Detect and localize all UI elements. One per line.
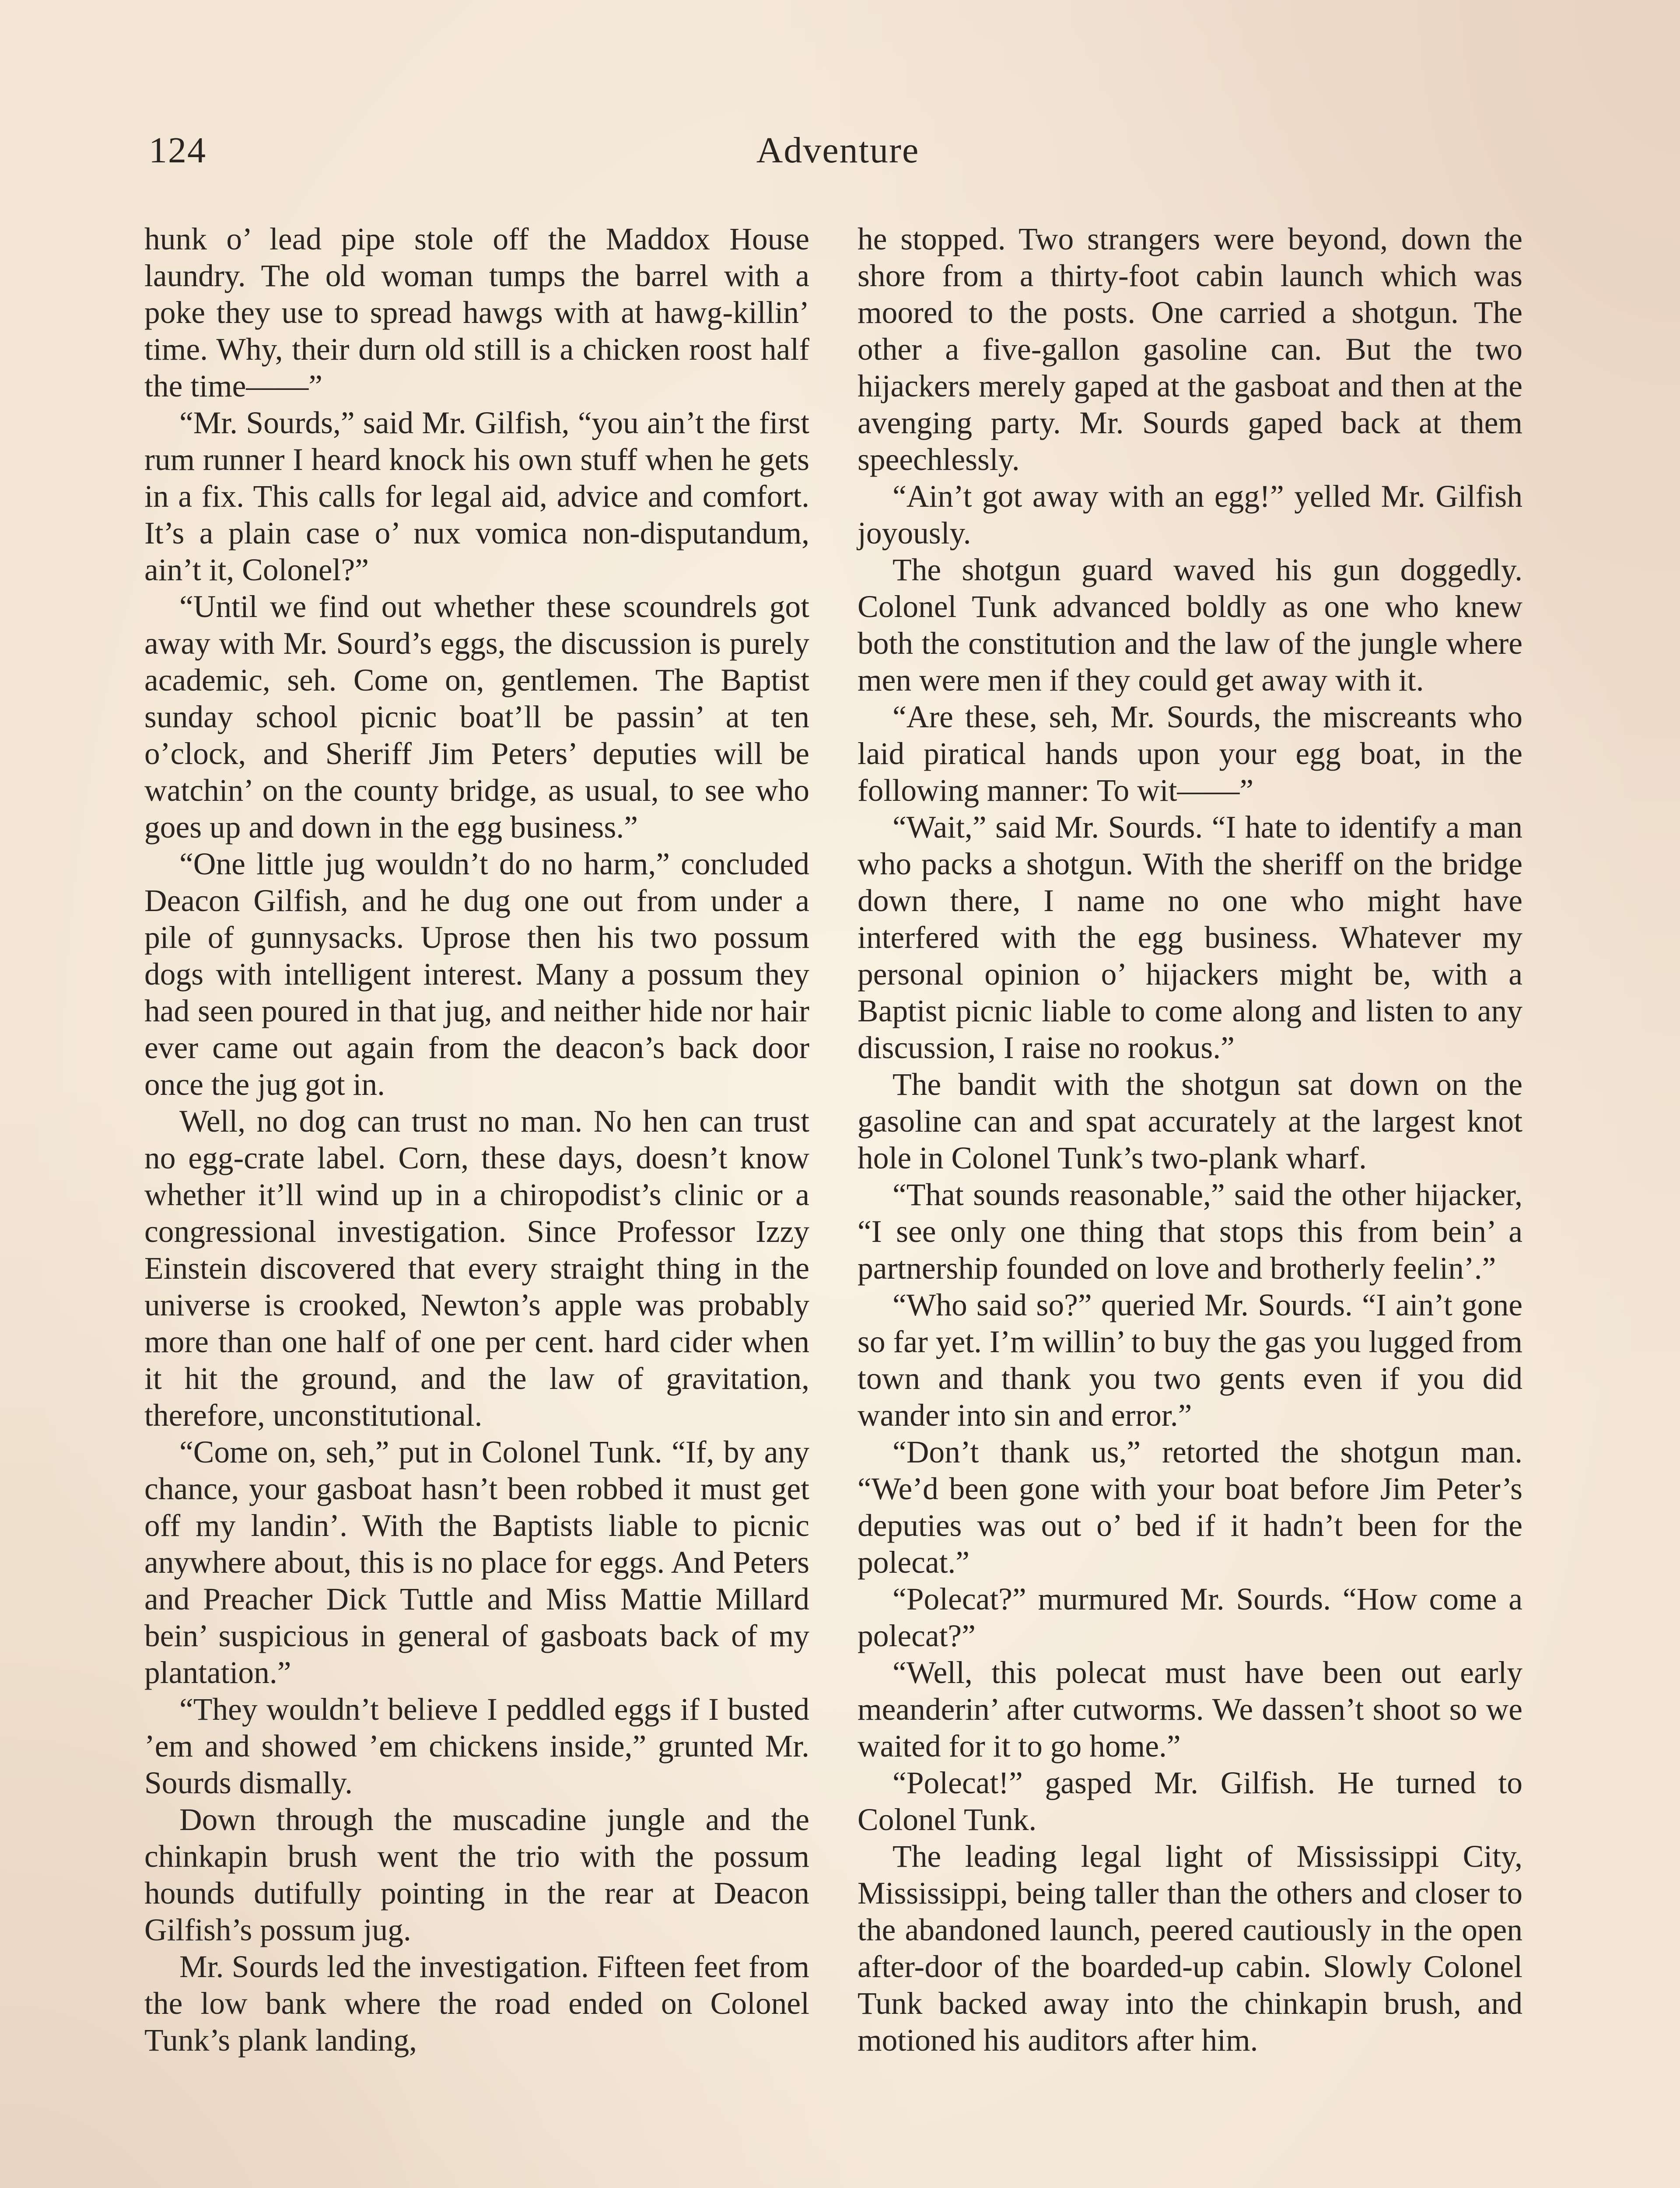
paragraph: “Wait,” said Mr. Sourds. “I hate to identify a man who packs a shotgun. With the sheriff on the bridge down there, I name no one who might have interfered with the egg business. Whatever my personal opinion o’ hijackers might be, with a Baptist picnic liable to come along and listen to any discussion, I raise no rookus.” — [858, 810, 1522, 1065]
paragraph: “Come on, seh,” put in Colonel Tunk. “If, by any chance, your gasboat hasn’t been robbed it must get off my landin’. With the Baptists liable to picnic anywhere about, this is no place for eggs. And Peters and Preacher Dick Tuttle and Miss Mattie Millard bein’ suspicious in general of gasboats back of my plantation.” — [144, 1435, 809, 1690]
paragraph: The leading legal light of Mississippi City, Mississippi, being taller than the others and closer to the abandoned launch, peered cautiously in the open after-door of the boarded-up cabin. Slowly Colonel Tunk backed away into the chinkapin brush, and motioned his auditors after him. — [858, 1839, 1522, 2058]
paragraph: The shotgun guard waved his gun doggedly. Colonel Tunk advanced boldly as one who knew both the constitution and the law of the jungle where men were men if they could get away with it. — [858, 553, 1522, 698]
paragraph: “That sounds reasonable,” said the other hijacker, “I see only one thing that stops this from bein’ a partnership founded on love and brotherly feelin’.” — [858, 1178, 1522, 1286]
paragraph: The bandit with the shotgun sat down on the gasoline can and spat accurately at the largest knot hole in Colonel Tunk’s two-plank wharf. — [858, 1067, 1522, 1175]
paragraph: hunk o’ lead pipe stole off the Maddox House laundry. The old woman tumps the barrel with a poke they use to spread hawgs with at hawg-killin’ time. Why, their durn old still is a chicken roost half the time——” — [144, 222, 809, 403]
page-number: 124 — [149, 130, 206, 171]
paragraph: “Ain’t got away with an egg!” yelled Mr. Gilfish joyously. — [858, 479, 1522, 551]
running-title: Adventure — [756, 130, 920, 171]
paragraph: Well, no dog can trust no man. No hen can trust no egg-crate label. Corn, these days, doesn’t know whether it’ll wind up in a chiropodist’s clinic or a congressional investigation. Since Professor Izzy Einstein discovered that every straight thing in the universe is crooked, Newton’s apple was probably more than one half of one per cent. hard cider when it hit the ground, and the law of gravitation, therefore, unconstitutional. — [144, 1104, 809, 1433]
paragraph: “They wouldn’t believe I peddled eggs if I busted ’em and showed ’em chickens inside,” grunted Mr. Sourds dismally. — [144, 1692, 809, 1800]
paragraph: Down through the muscadine jungle and the chinkapin brush went the trio with the possum hounds dutifully pointing in the rear at Deacon Gilfish’s possum jug. — [144, 1802, 809, 1947]
page-header — [149, 129, 1527, 186]
paragraph: he stopped. Two strangers were beyond, down the shore from a thirty-foot cabin launch which was moored to the posts. One carried a shotgun. The other a five-gallon gasoline can. But the two hijackers merely gaped at the gasboat and then at the avenging party. Mr. Sourds gaped back at them speechlessly. — [858, 222, 1522, 477]
paragraph: “Are these, seh, Mr. Sourds, the miscreants who laid piratical hands upon your egg boat, in the following manner: To wit——” — [858, 700, 1522, 808]
paragraph: “Polecat!” gasped Mr. Gilfish. He turned to Colonel Tunk. — [858, 1766, 1522, 1837]
paragraph: “Until we find out whether these scoundrels got away with Mr. Sourd’s eggs, the discussion is purely academic, seh. Come on, gentlemen. The Baptist sunday school picnic boat’ll be passin’ at ten o’clock, and Sheriff Jim Peters’ deputies will be watchin’ on the county bridge, as usual, to see who goes up and down in the egg business.” — [144, 589, 809, 845]
paragraph: “One little jug wouldn’t do no harm,” concluded Deacon Gilfish, and he dug one out from under a pile of gunnysacks. Uprose then his two possum dogs with intelligent interest. Many a possum they had seen poured in that jug, and neither hide nor hair ever came out again from the deacon’s back door once the jug got in. — [144, 847, 809, 1102]
paragraph: “Who said so?” queried Mr. Sourds. “I ain’t gone so far yet. I’m willin’ to buy the gas you lugged from town and thank you two gents even if you did wander into sin and error.” — [858, 1288, 1522, 1433]
paragraph: “Mr. Sourds,” said Mr. Gilfish, “you ain’t the first rum runner I heard knock his own stuff when he gets in a fix. This calls for legal aid, advice and comfort. It’s a plain case o’ nux vomica non-disputandum, ain’t it, Colonel?” — [144, 406, 809, 587]
paragraph: Mr. Sourds led the investigation. Fifteen feet from the low bank where the road ended on Colonel Tunk’s plank landing, — [144, 1950, 809, 2058]
paragraph: “Polecat?” murmured Mr. Sourds. “How come a polecat?” — [858, 1582, 1522, 1653]
right-column — [858, 221, 1522, 2059]
left-column — [144, 221, 809, 2059]
paragraph: “Don’t thank us,” retorted the shotgun man. “We’d been gone with your boat before Jim Peter’s deputies was out o’ bed if it hadn’t been for the polecat.” — [858, 1435, 1522, 1580]
paragraph: “Well, this polecat must have been out early meanderin’ after cutworms. We dassen’t shoot so we waited for it to go home.” — [858, 1655, 1522, 1764]
